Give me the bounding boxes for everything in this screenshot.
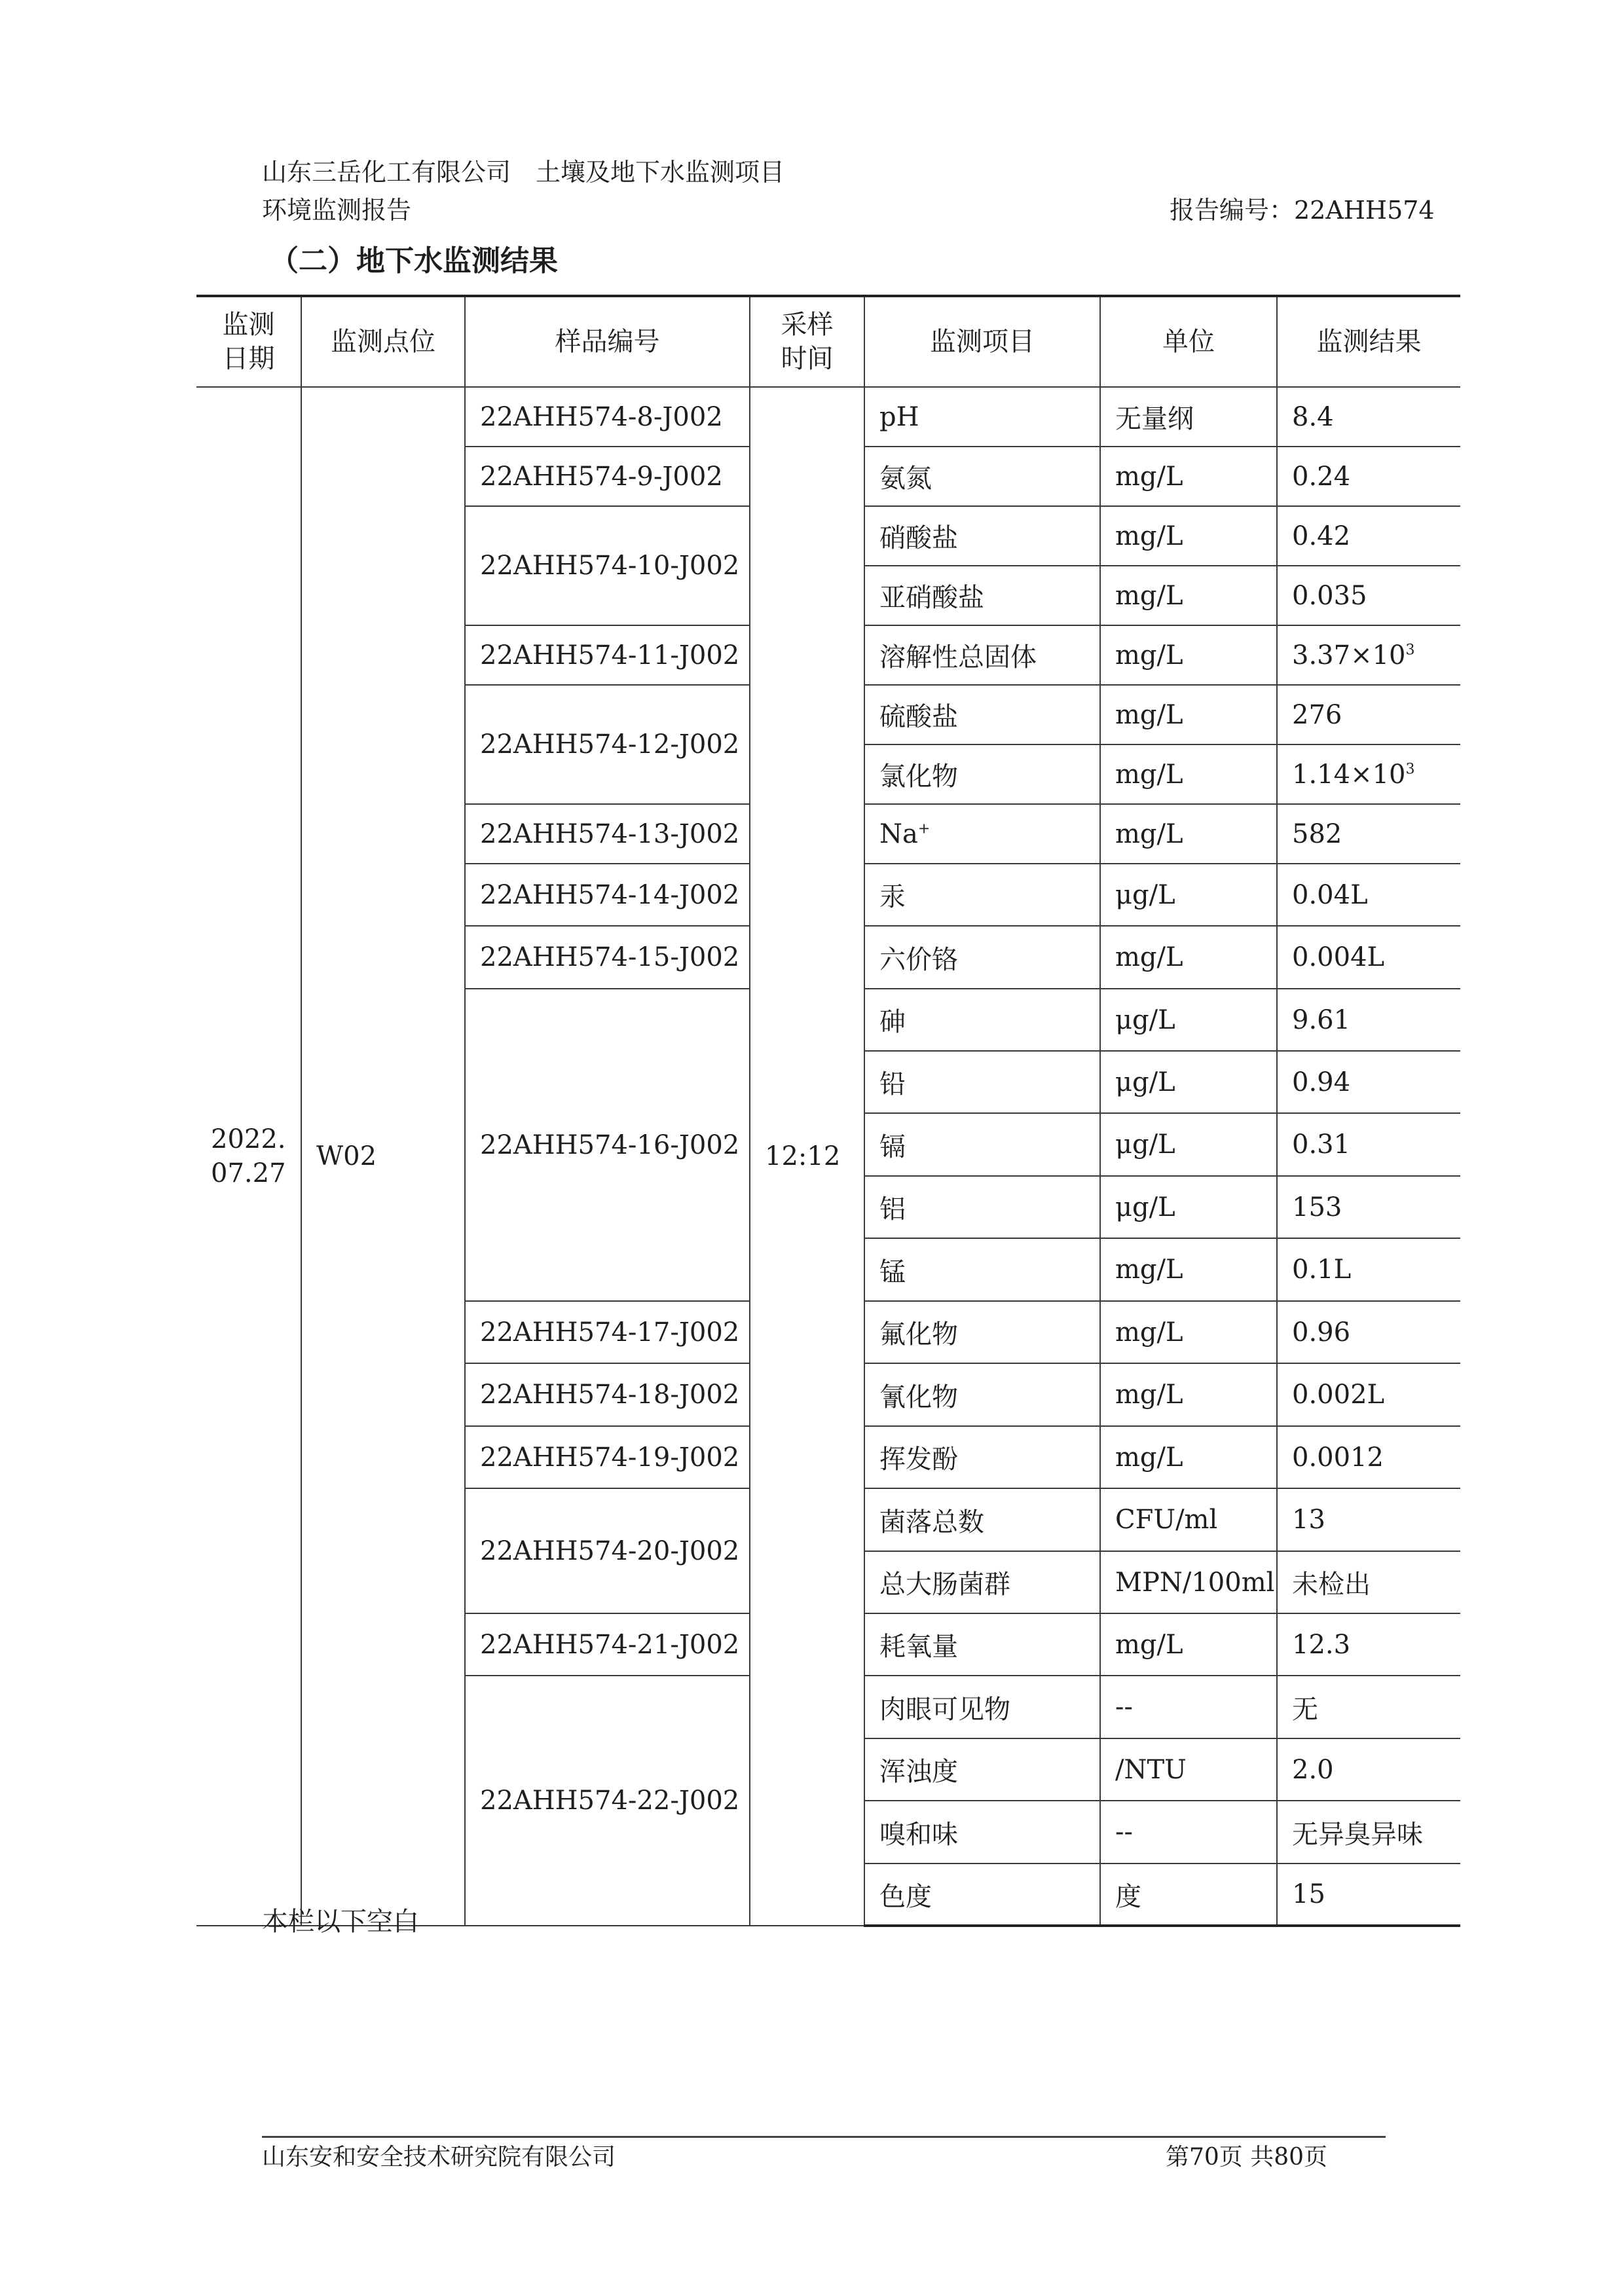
cell-unit: mg/L bbox=[1100, 447, 1277, 506]
cell-result: 0.24 bbox=[1277, 447, 1460, 506]
cell-unit: 无量纲 bbox=[1100, 387, 1277, 447]
cell-item: 菌落总数 bbox=[864, 1488, 1100, 1551]
cell-result: $3.37\times 10^3$ bbox=[1277, 625, 1460, 685]
header-item: 监测项目 bbox=[864, 296, 1100, 387]
cell-sample-no: 22AHH574-10-J002 bbox=[465, 506, 750, 625]
cell-unit: mg/L bbox=[1100, 685, 1277, 744]
cell-unit: mg/L bbox=[1100, 804, 1277, 864]
report-number: 报告编号：22AHH574 bbox=[1170, 196, 1435, 225]
cell-item: 肉眼可见物 bbox=[864, 1676, 1100, 1738]
cell-unit: -- bbox=[1100, 1801, 1277, 1864]
header-date: 监测 日期 bbox=[196, 296, 301, 387]
cell-sample-no: 22AHH574-14-J002 bbox=[465, 864, 750, 926]
cell-sample-no: 22AHH574-13-J002 bbox=[465, 804, 750, 864]
cell-item: 色度 bbox=[864, 1864, 1100, 1926]
header-point: 监测点位 bbox=[301, 296, 465, 387]
cell-unit: MPN/100ml bbox=[1100, 1551, 1277, 1613]
footer-company: 山东安和安全技术研究院有限公司 bbox=[262, 2144, 616, 2171]
cell-item: 汞 bbox=[864, 864, 1100, 926]
cell-item: 耗氧量 bbox=[864, 1613, 1100, 1676]
cell-item: 氨氮 bbox=[864, 447, 1100, 506]
cell-item: 氟化物 bbox=[864, 1301, 1100, 1363]
cell-item: Na+ bbox=[864, 804, 1100, 864]
cell-result: 9.61 bbox=[1277, 989, 1460, 1051]
cell-item: 锰 bbox=[864, 1238, 1100, 1301]
cell-sample-no: 22AHH574-9-J002 bbox=[465, 447, 750, 506]
cell-result: 无异臭异味 bbox=[1277, 1801, 1460, 1864]
cell-point: W02 bbox=[301, 387, 465, 1926]
cell-result: 0.42 bbox=[1277, 506, 1460, 566]
cell-result: $1.14\times 10^3$ bbox=[1277, 744, 1460, 804]
cell-sample-no: 22AHH574-17-J002 bbox=[465, 1301, 750, 1363]
cell-item: 浑浊度 bbox=[864, 1738, 1100, 1801]
cell-result: 153 bbox=[1277, 1176, 1460, 1238]
cell-unit: μg/L bbox=[1100, 1051, 1277, 1113]
cell-unit: mg/L bbox=[1100, 625, 1277, 685]
cell-sample-no: 22AHH574-20-J002 bbox=[465, 1488, 750, 1613]
cell-unit: μg/L bbox=[1100, 1176, 1277, 1238]
footer-page-number: 第70页 共80页 bbox=[1166, 2144, 1328, 2171]
cell-sample-no: 22AHH574-19-J002 bbox=[465, 1426, 750, 1488]
cell-result: 0.002L bbox=[1277, 1363, 1460, 1426]
cell-item: 硝酸盐 bbox=[864, 506, 1100, 566]
cell-unit: μg/L bbox=[1100, 864, 1277, 926]
cell-sample-no: 22AHH574-16-J002 bbox=[465, 989, 750, 1301]
cell-unit: mg/L bbox=[1100, 926, 1277, 989]
cell-item: 铅 bbox=[864, 1051, 1100, 1113]
cell-item: 六价铬 bbox=[864, 926, 1100, 989]
cell-item: 硫酸盐 bbox=[864, 685, 1100, 744]
header-report-type: 环境监测报告 bbox=[262, 196, 412, 225]
cell-unit: mg/L bbox=[1100, 1301, 1277, 1363]
cell-item: 氯化物 bbox=[864, 744, 1100, 804]
header-project-title: 山东三岳化工有限公司 土壤及地下水监测项目 bbox=[262, 158, 785, 187]
cell-sample-no: 22AHH574-21-J002 bbox=[465, 1613, 750, 1676]
cell-item: 镉 bbox=[864, 1113, 1100, 1176]
cell-sample-no: 22AHH574-11-J002 bbox=[465, 625, 750, 685]
cell-result: 12.3 bbox=[1277, 1613, 1460, 1676]
cell-unit: mg/L bbox=[1100, 1613, 1277, 1676]
cell-item: 嗅和味 bbox=[864, 1801, 1100, 1864]
cell-result: 0.94 bbox=[1277, 1051, 1460, 1113]
cell-result: 0.004L bbox=[1277, 926, 1460, 989]
cell-sample-no: 22AHH574-15-J002 bbox=[465, 926, 750, 989]
cell-result: 582 bbox=[1277, 804, 1460, 864]
cell-result: 2.0 bbox=[1277, 1738, 1460, 1801]
blank-below-note: 本栏以下空白 bbox=[262, 1907, 419, 1937]
cell-result: 0.31 bbox=[1277, 1113, 1460, 1176]
cell-item: pH bbox=[864, 387, 1100, 447]
cell-result: 无 bbox=[1277, 1676, 1460, 1738]
cell-sample-no: 22AHH574-22-J002 bbox=[465, 1676, 750, 1926]
cell-item: 挥发酚 bbox=[864, 1426, 1100, 1488]
cell-result: 0.1L bbox=[1277, 1238, 1460, 1301]
cell-item: 砷 bbox=[864, 989, 1100, 1051]
cell-result: 0.04L bbox=[1277, 864, 1460, 926]
cell-sample-no: 22AHH574-8-J002 bbox=[465, 387, 750, 447]
cell-result: 276 bbox=[1277, 685, 1460, 744]
cell-item: 亚硝酸盐 bbox=[864, 566, 1100, 625]
cell-unit: mg/L bbox=[1100, 744, 1277, 804]
cell-result: 0.96 bbox=[1277, 1301, 1460, 1363]
table-row bbox=[196, 387, 1460, 447]
table-header-row bbox=[196, 296, 1460, 387]
section-title: （二）地下水监测结果 bbox=[270, 244, 558, 278]
groundwater-results-table bbox=[196, 295, 1460, 1927]
cell-result: 13 bbox=[1277, 1488, 1460, 1551]
cell-unit: mg/L bbox=[1100, 506, 1277, 566]
cell-date: 2022. 07.27 bbox=[196, 387, 301, 1926]
cell-unit: mg/L bbox=[1100, 1363, 1277, 1426]
cell-time: 12:12 bbox=[750, 387, 864, 1926]
cell-result: 未检出 bbox=[1277, 1551, 1460, 1613]
header-unit: 单位 bbox=[1100, 296, 1277, 387]
cell-unit: mg/L bbox=[1100, 1426, 1277, 1488]
cell-unit: mg/L bbox=[1100, 566, 1277, 625]
cell-sample-no: 22AHH574-18-J002 bbox=[465, 1363, 750, 1426]
header-sample-no: 样品编号 bbox=[465, 296, 750, 387]
cell-unit: -- bbox=[1100, 1676, 1277, 1738]
cell-item: 铝 bbox=[864, 1176, 1100, 1238]
cell-sample-no: 22AHH574-12-J002 bbox=[465, 685, 750, 804]
cell-unit: μg/L bbox=[1100, 989, 1277, 1051]
cell-unit: mg/L bbox=[1100, 1238, 1277, 1301]
cell-result: 8.4 bbox=[1277, 387, 1460, 447]
cell-unit: μg/L bbox=[1100, 1113, 1277, 1176]
cell-unit: 度 bbox=[1100, 1864, 1277, 1926]
cell-unit: CFU/ml bbox=[1100, 1488, 1277, 1551]
cell-item: 总大肠菌群 bbox=[864, 1551, 1100, 1613]
header-result: 监测结果 bbox=[1277, 296, 1460, 387]
cell-result: 0.0012 bbox=[1277, 1426, 1460, 1488]
cell-result: 15 bbox=[1277, 1864, 1460, 1926]
header-time: 采样 时间 bbox=[750, 296, 864, 387]
cell-result: 0.035 bbox=[1277, 566, 1460, 625]
cell-unit: /NTU bbox=[1100, 1738, 1277, 1801]
cell-item: 溶解性总固体 bbox=[864, 625, 1100, 685]
cell-item: 氰化物 bbox=[864, 1363, 1100, 1426]
footer-divider bbox=[262, 2136, 1386, 2138]
